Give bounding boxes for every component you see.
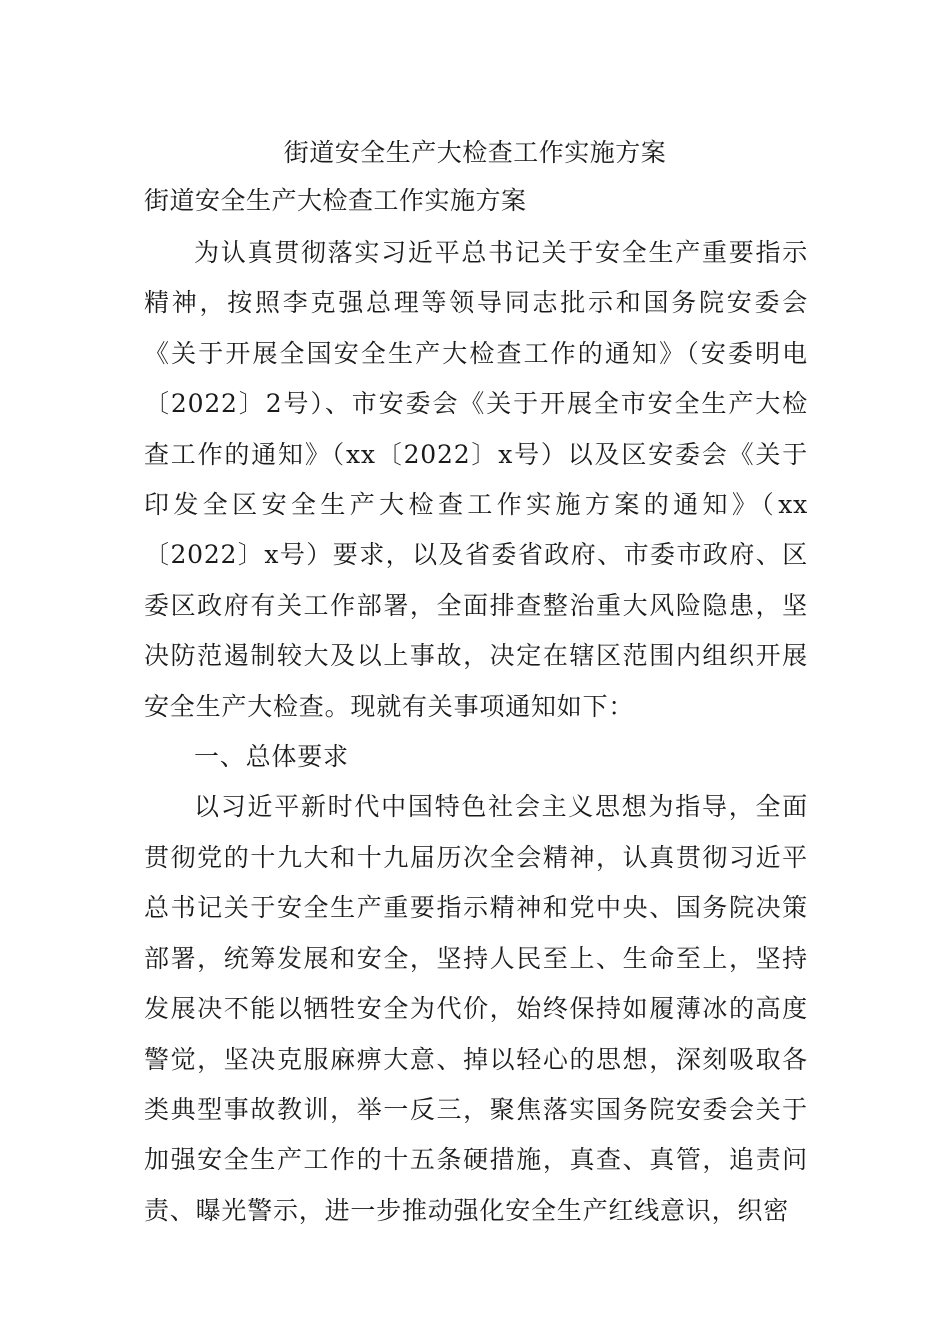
section-heading: 一、总体要求 — [194, 742, 349, 772]
document-subtitle: 街道安全生产大检查工作实施方案 — [144, 186, 527, 215]
document-body — [144, 228, 808, 1236]
section-paragraph: 以习近平新时代中国特色社会主义思想为指导，全面贯彻党的十九大和十九届历次全会精神，认真贯彻习近平总书记关于安全生产重要指示精神和党中央、国务院决策部署，统筹发展和安全，坚持人民至上、生命至上，坚持发展决不能以牺牲安全为代价，始终保持如履薄冰的高度警觉，坚决克服麻痹大意、掉以轻心的思想，深刻吸取各类典型事故教训，举一反三，聚焦落实国务院安委会关于加强安全生产工作的十五条硬措施，真查、真管，追责问责、曝光警示，进一步推动强化安全生产红线意识，织密 — [144, 792, 808, 1225]
intro-paragraph: 为认真贯彻落实习近平总书记关于安全生产重要指示精神，按照李克强总理等领导同志批示和国务院安委会《关于开展全国安全生产大检查工作的通知》（安委明电〔2022〕2号）、市安委会《关于开展全市安全生产大检查工作的通知》（xx〔2022〕x号）以及区安委会《关于印发全区安全生产大检查工作实施方案的通知》（xx〔2022〕x号）要求，以及省委省政府、市委市政府、区委区政府有关工作部署，全面排查整治重大风险隐患，坚决防范遏制较大及以上事故，决定在辖区范围内组织开展安全生产大检查。现就有关事项通知如下： — [144, 238, 808, 721]
document-title: 街道安全生产大检查工作实施方案 — [283, 138, 667, 167]
